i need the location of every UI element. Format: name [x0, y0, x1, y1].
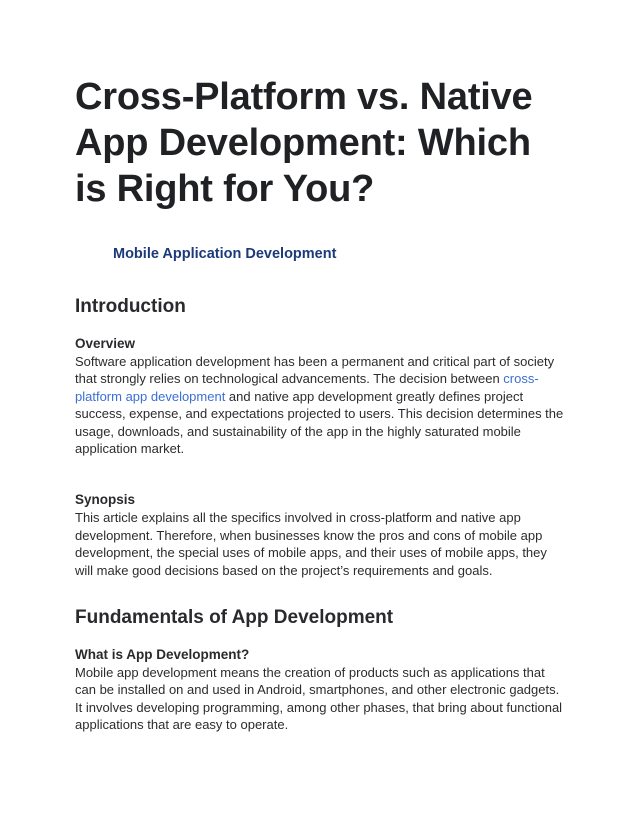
fundamentals-heading: Fundamentals of App Development: [75, 607, 394, 629]
document-page: [75, 74, 565, 734]
overview-text-end: and native app development greatly defines project success, expense, and expectations projected to users. This decision determines the usage, downloads, and sustainability of the app in the highly saturated mobile application market.: [75, 388, 564, 457]
introduction-heading: Introduction: [75, 296, 186, 317]
what-is-app-development-paragraph: Mobile app development means the creation of products such as applications that can be installed on and used in Android, smartphones, and other electronic gadgets. It involves developing programming, among other phases, that bring about functional applications that are easy to operate.: [75, 665, 563, 733]
fundamentals-section: [75, 606, 565, 734]
document-title: Cross-Platform vs. Native App Development: Which is Right for You?: [75, 76, 533, 210]
introduction-section: [75, 295, 565, 579]
synopsis-heading: Synopsis: [75, 492, 136, 508]
cross-platform-link[interactable]: cross-platform app development: [75, 371, 539, 404]
overview-text-start: Software application development has been a permanent and critical part of society that strongly relies on technological advancements. The decision between: [75, 354, 555, 387]
overview-heading: Overview: [75, 336, 136, 351]
synopsis-paragraph: This article explains all the specifics involved in cross-platform and native app development. Therefore, when businesses know the pros and cons of mobile app development, the special uses of mobile apps, and their uses of mobile apps, they will make good decisions based on the project’s requirements and goals.: [75, 510, 547, 578]
what-is-app-development-heading: What is App Development?: [75, 647, 250, 663]
category-label: Mobile Application Development: [113, 246, 337, 262]
overview-paragraph: [75, 353, 565, 457]
